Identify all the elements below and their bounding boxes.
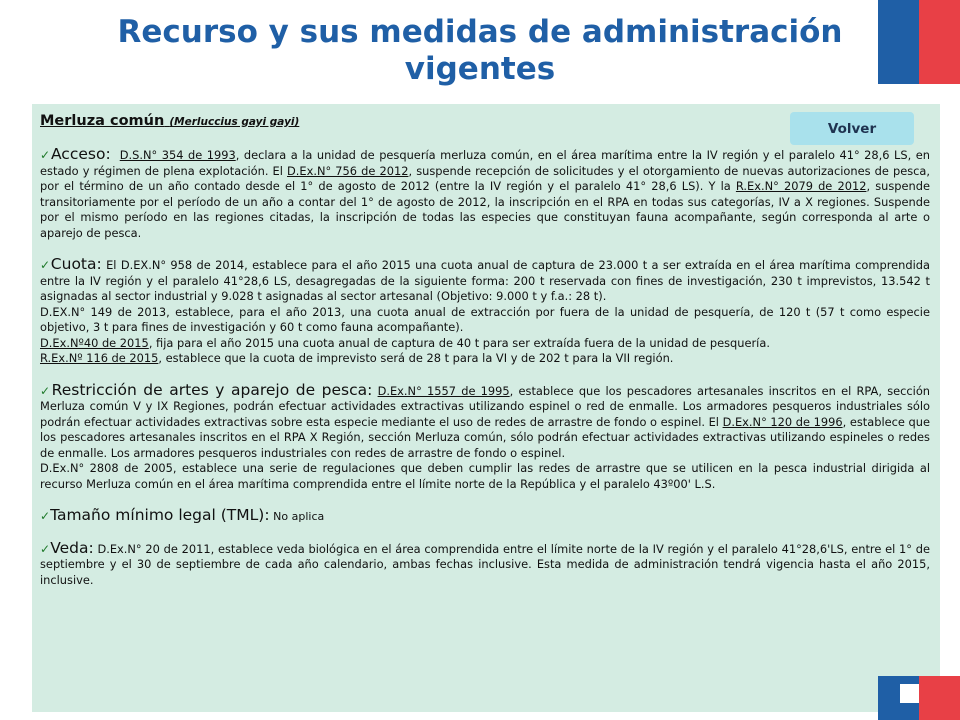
veda-text: D.Ex.N° 20 de 2011, establece veda biológica en el área comprendida entre el límite norte de la IV región y el paralelo 41°28,6'LS, entre el 1° de septiembre y el 30 de septiembre de cada año calendario, ambas fechas inclusive. Esta medida de administración tendrá vigencia hasta el año 2015, inclusive. bbox=[40, 541, 930, 587]
restriccion-link-dex120[interactable]: D.Ex.N° 120 de 1996 bbox=[722, 414, 843, 429]
cuota-link-rex116[interactable]: R.Ex.Nº 116 de 2015 bbox=[40, 351, 159, 365]
restriccion-link-dex1557[interactable]: D.Ex.N° 1557 de 1995 bbox=[377, 383, 510, 398]
tml-label: Tamaño mínimo legal (TML): bbox=[50, 506, 270, 524]
restriccion-label: Restricción de artes y aparejo de pesca: bbox=[51, 380, 373, 399]
measures-content bbox=[40, 112, 930, 588]
checkmark-icon: ✓ bbox=[40, 258, 51, 272]
acceso-link-dex756[interactable]: D.Ex.N° 756 de 2012 bbox=[287, 163, 409, 178]
cuota-text-4: , establece que la cuota de imprevisto será de 28 t para la VI y de 202 t para la VII región. bbox=[158, 351, 674, 365]
cuota-text-3: , fija para el año 2015 una cuota anual de captura de 40 t para ser extraída fuera de la unidad de pesquería. bbox=[148, 335, 770, 350]
checkmark-icon: ✓ bbox=[40, 148, 51, 162]
checkmark-icon: ✓ bbox=[40, 383, 52, 398]
checkmark-icon: ✓ bbox=[40, 509, 51, 523]
acceso-link-ds354[interactable]: D.S.N° 354 de 1993 bbox=[119, 148, 236, 162]
acceso-text-3: , suspende transitoriamente por el período de un año a contar del 1° de agosto de 2012, la inscripción en el RPA en todas sus categorías, IV a X regiones. Suspende por el mismo período en las regiones citadas, la inscripción de todas las especies que constituyan fauna acompañante, según corresponda al arte o aparejo de pesca. bbox=[40, 179, 930, 240]
checkmark-icon: ✓ bbox=[40, 541, 51, 556]
species-scientific-name: (Merluccius gayi gayi) bbox=[169, 116, 300, 128]
back-button[interactable]: Volver bbox=[790, 112, 914, 145]
restriccion-paragraph-3: D.Ex.N° 2808 de 2005, establece una serie de regulaciones que deben cumplir las redes de arrastre que se utilicen en la pesca industrial dirigida al recurso Merluza común en el área marítima comprendida entre el límite norte de la República y el paralelo 43º00' L.S. bbox=[40, 461, 930, 491]
cuota-section bbox=[40, 257, 930, 305]
chile-flag-logo-top bbox=[878, 0, 960, 84]
veda-section bbox=[40, 538, 930, 589]
cuota-link-dex40[interactable]: D.Ex.Nº40 de 2015 bbox=[40, 335, 149, 350]
content-panel bbox=[32, 104, 940, 712]
flag-blue-stripe bbox=[878, 0, 919, 84]
restriccion-text-1: , establece que los pescadores artesanales inscritos en el RPA, sección Merluza común V y IX Regiones, podrán efectuar actividades extractivas utilizando espinel o red de enmalle. Los armadores pesqueros industriales sólo podrán efectuar actividades extractivas sobre esta especie mediante el uso de redes de arrastre de fondo o espinel. El bbox=[40, 383, 931, 429]
tml-section bbox=[40, 508, 930, 525]
restriccion-text-2: , establece que los pescadores artesanales inscritos en el RPA X Región, sección Merluza común, sólo podrán efectuar actividades extractivas utilizando espineles o redes de enmalle. Los armadores pesqueros industriales con redes de arrastre de fondo o espinel. bbox=[40, 414, 930, 460]
acceso-section bbox=[40, 147, 930, 241]
acceso-text-1: , declara a la unidad de pesquería merluza común, en el área marítima entre la IV región y el paralelo 41° 28,6 LS, en estado y régimen de plena explotación. El bbox=[40, 148, 930, 178]
cuota-text-1: El D.EX.N° 958 de 2014, establece para el año 2015 una cuota anual de captura de 23.000 t a ser extraída en el área marítima comprendida entre la IV región y el paralelo 41°28,6 LS, desagregadas de la siguiente forma: 200 t reservada con fines de investigación, 230 t imprevistos, 13.542 t asignadas al sector industrial y 9.028 t asignadas al sector artesanal (Objetivo: 9.000 t y f.a.: 28 t). bbox=[40, 258, 930, 303]
acceso-text-2: , suspende recepción de solicitudes y el otorgamiento de nuevas autorizaciones de pesca, por el término de un año contado desde el 1° de agosto de 2012 (entre la IV región y el paralelo 41° 28,6 LS). Y la bbox=[40, 163, 931, 193]
species-name: Merluza común bbox=[40, 113, 165, 129]
cuota-paragraph-4 bbox=[40, 351, 930, 367]
restriccion-section bbox=[40, 380, 931, 462]
flag-red-stripe bbox=[919, 676, 960, 720]
acceso-label: Acceso: bbox=[50, 145, 111, 163]
flag-red-stripe bbox=[919, 0, 960, 84]
chile-flag-logo-bottom bbox=[878, 676, 960, 720]
acceso-link-rex2079[interactable]: R.Ex.N° 2079 de 2012 bbox=[735, 179, 867, 193]
flag-white-square bbox=[900, 684, 919, 703]
species-heading bbox=[40, 112, 930, 131]
cuota-label: Cuota: bbox=[50, 255, 102, 273]
cuota-paragraph-2: D.EX.N° 149 de 2013, establece, para el año 2013, una cuota anual de extracción por fuera de la unidad de pesquería, de 120 t (57 t como especie objetivo, 3 t para fines de investigación y 60 t como fauna acompañante). bbox=[40, 304, 930, 334]
veda-label: Veda: bbox=[50, 538, 94, 557]
cuota-paragraph-3 bbox=[40, 336, 930, 352]
page-title: Recurso y sus medidas de administración vigentes bbox=[117, 14, 843, 87]
tml-value: No aplica bbox=[273, 510, 325, 523]
